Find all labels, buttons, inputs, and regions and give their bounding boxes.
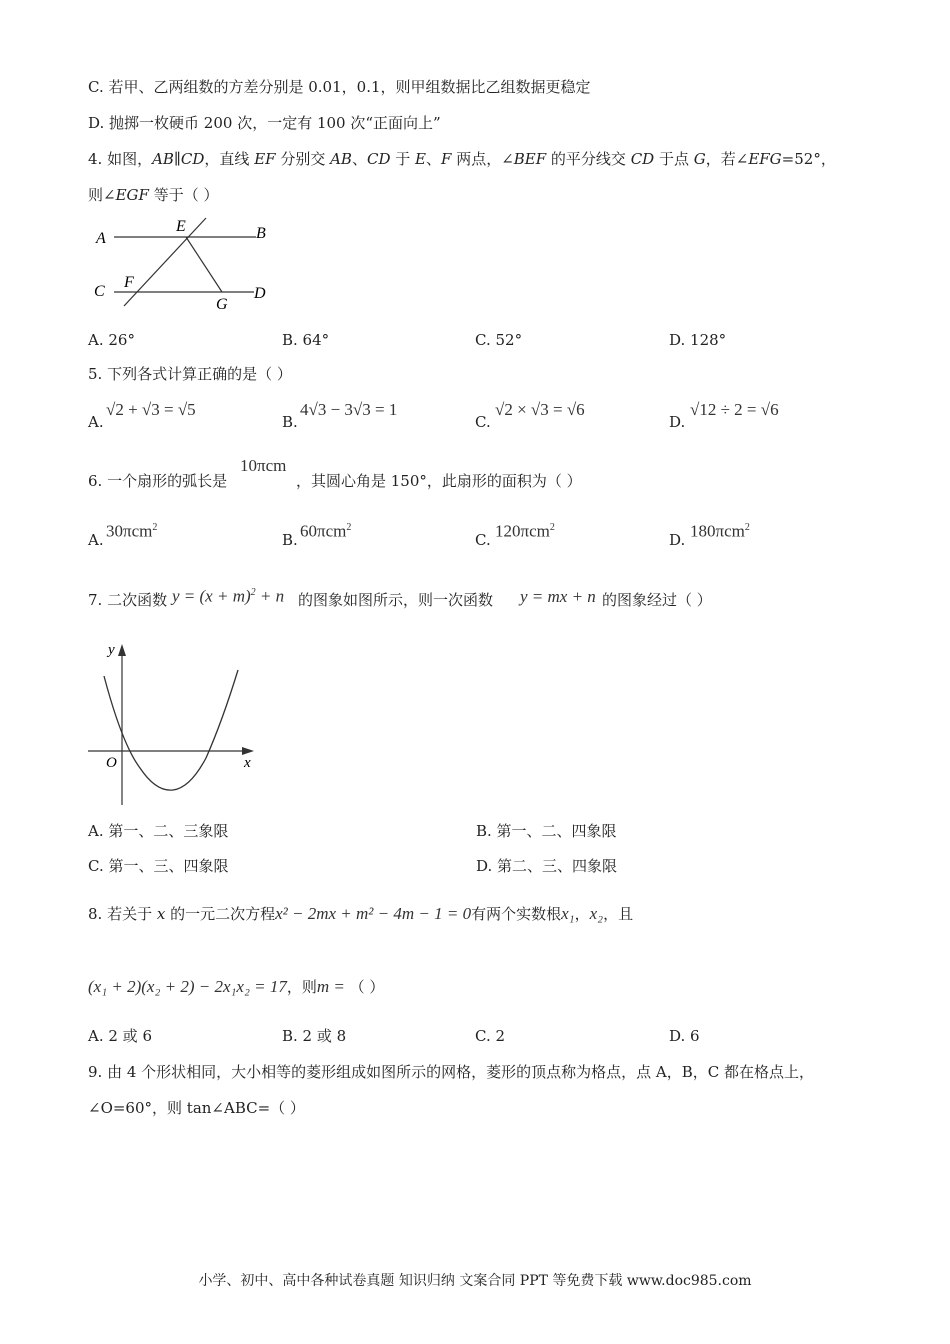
q6-option-a-expr: 30πcm$^2$ [106, 521, 158, 541]
label-c: C [94, 283, 105, 300]
line-eg [186, 237, 222, 292]
label-f: F [124, 274, 134, 291]
q6-option-d-expr: 180πcm$^2$ [690, 521, 750, 541]
q7-option-a: A. 第一、二、三象限 [88, 822, 229, 840]
q5-option-c-expr: √2 × √3 = √6 [495, 400, 585, 419]
q4-option-b: B. 64° [282, 331, 330, 349]
q3-option-d: D. 抛掷一枚硬币 200 次，一定有 100 次“正面向上” [88, 114, 441, 132]
q4-figure [88, 212, 278, 312]
label-e: E [176, 218, 186, 235]
q9-stem-line2: ∠O=60°，则 tan∠ABC=（ ） [88, 1099, 305, 1117]
q6-option-c-label: C. [475, 531, 491, 549]
q4-stem-line1: 4. 如图，AB∥CD，直线 EF 分别交 AB、CD 于 E、F 两点，∠BEF 的平分线交 CD 于点 G，若∠EFG=52°， [88, 150, 836, 168]
q4-option-c: C. 52° [475, 331, 523, 349]
origin-label: O [106, 755, 117, 771]
q6-arc-length: 10πcm [240, 456, 287, 475]
q5-stem: 5. 下列各式计算正确的是（ ） [88, 365, 292, 383]
q7-option-d: D. 第二、三、四象限 [476, 857, 618, 875]
label-g: G [216, 296, 228, 312]
q9-stem-line1: 9. 由 4 个形状相同，大小相等的菱形组成如图所示的网格，菱形的顶点称为格点，点 A，B，C 都在格点上， [88, 1063, 815, 1081]
q8-stem-line1: 8. 若关于 x 的一元二次方程x² − 2mx + m² − 4m − 1 = 0有两个实数根x₁，x₂，且 [88, 904, 634, 923]
y-label: y [108, 642, 115, 658]
q5-option-c-label: C. [475, 413, 491, 431]
q6-option-b-expr: 60πcm$^2$ [300, 521, 352, 541]
q6-stem-prefix: 6. 一个扇形的弧长是 [88, 472, 228, 490]
q7-stem-middle: 的图象如图所示，则一次函数 [298, 591, 494, 609]
label-d: D [254, 285, 266, 302]
parabola-curve [104, 670, 238, 790]
q7-stem-suffix: 的图象经过（ ） [602, 591, 712, 609]
q4-option-a: A. 26° [88, 331, 135, 349]
q3-option-c: C. 若甲、乙两组数的方差分别是 0.01，0.1，则甲组数据比乙组数据更稳定 [88, 78, 591, 96]
q7-option-c: C. 第一、三、四象限 [88, 857, 229, 875]
page-footer: 小学、初中、高中各种试卷真题 知识归纳 文案合同 PPT 等免费下载 www.doc985.com [198, 1273, 752, 1289]
q8-option-d: D. 6 [669, 1027, 700, 1045]
label-b: B [256, 225, 266, 242]
q6-stem-suffix: ，其圆心角是 150°，此扇形的面积为（ ） [296, 472, 582, 490]
q4-stem-line2: 则∠EGF 等于（ ） [88, 186, 219, 204]
q8-option-a: A. 2 或 6 [88, 1027, 152, 1045]
q5-option-a-label: A. [88, 413, 104, 431]
x-axis-arrow [242, 747, 254, 755]
q4-option-d: D. 128° [669, 331, 727, 349]
q6-option-d-label: D. [669, 531, 686, 549]
q8-option-b: B. 2 或 8 [282, 1027, 347, 1045]
q6-option-a-label: A. [88, 531, 104, 549]
q5-option-b-label: B. [282, 413, 298, 431]
x-label: x [244, 755, 251, 771]
q7-option-b: B. 第一、二、四象限 [476, 822, 617, 840]
q7-linear: y = mx + n [520, 587, 596, 606]
q7-graph [88, 640, 268, 810]
label-a: A [96, 230, 106, 247]
q5-option-d-label: D. [669, 413, 686, 431]
q6-option-c-expr: 120πcm$^2$ [495, 521, 555, 541]
q8-option-c: C. 2 [475, 1027, 506, 1045]
y-axis-arrow [118, 644, 126, 656]
q5-option-a-expr: √2 + √3 = √5 [106, 400, 196, 419]
q7-quadratic: $y = (x + m)^2 + n$ [172, 586, 285, 606]
q7-stem-prefix: 7. 二次函数 [88, 591, 168, 609]
q5-option-b-expr: 4√3 − 3√3 = 1 [300, 400, 398, 419]
q5-option-d-expr: √12 ÷ 2 = √6 [690, 400, 779, 419]
q8-stem-line2: (x₁ + 2)(x₂ + 2) − 2x₁x₂ = 17，则m = （ ） [88, 977, 385, 996]
line-ef [124, 218, 206, 306]
q6-option-b-label: B. [282, 531, 298, 549]
